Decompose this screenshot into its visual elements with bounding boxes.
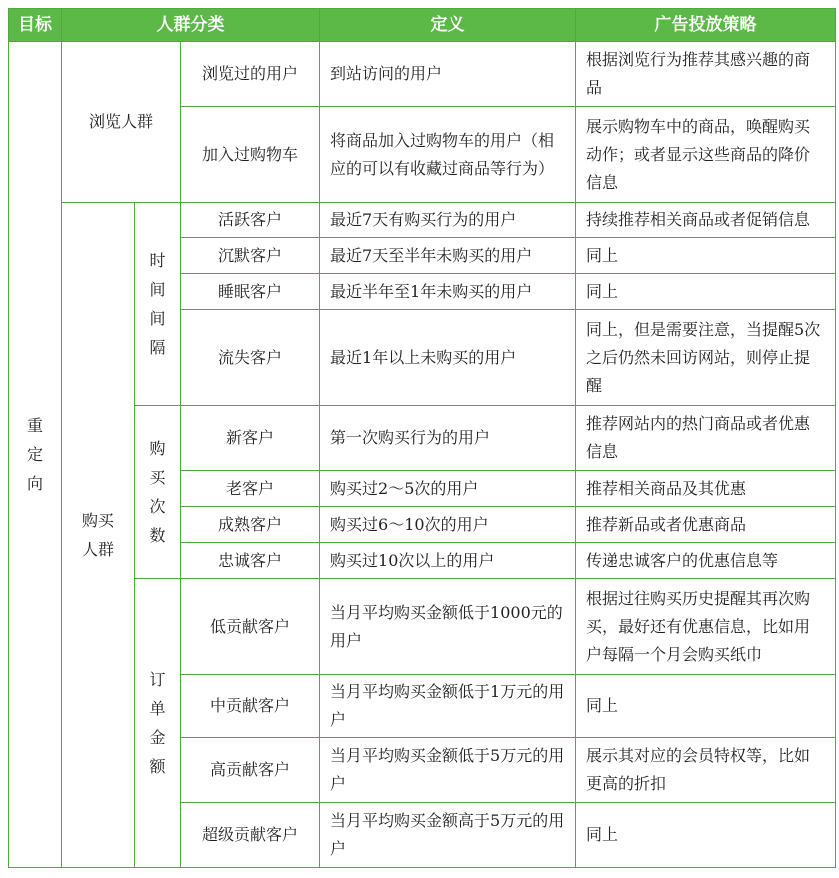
row-definition: 当月平均购买金额高于5万元的用户 [320,803,576,868]
subgroup-text: 订单金额 [149,670,166,776]
row-strategy: 同上 [576,803,836,868]
table-row [9,203,836,238]
row-strategy: 同上，但是需要注意，当提醒5次之后仍然未回访网站，则停止提醒 [576,310,836,406]
browse-group-label: 浏览人群 [62,42,181,203]
audience-strategy-table [8,8,836,868]
subgroup-label [135,203,181,406]
row-definition: 当月平均购买金额低于5万元的用户 [320,738,576,803]
table-row [9,42,836,107]
row-strategy: 持续推荐相关商品或者促销信息 [576,203,836,238]
row-definition: 将商品加入过购物车的用户（相应的可以有收藏过商品等行为） [320,107,576,203]
row-definition: 购买过10次以上的用户 [320,543,576,579]
row-strategy: 根据浏览行为推荐其感兴趣的商品 [576,42,836,107]
row-definition: 第一次购买行为的用户 [320,406,576,471]
purchase-group-text: 购买人群 [81,511,114,559]
row-strategy: 推荐相关商品及其优惠 [576,471,836,507]
subgroup-label [135,406,181,579]
subgroup-text: 时间间隔 [149,251,166,357]
purchase-group-label [62,203,135,868]
row-strategy: 同上 [576,675,836,738]
row-strategy: 展示购物车中的商品，唤醒购买动作；或者显示这些商品的降价信息 [576,107,836,203]
row-name: 高贡献客户 [181,738,320,803]
row-name: 成熟客户 [181,507,320,543]
target-cell [9,42,62,868]
subgroup-text: 购买次数 [149,439,166,545]
row-name: 流失客户 [181,310,320,406]
row-strategy: 传递忠诚客户的优惠信息等 [576,543,836,579]
row-strategy: 根据过往购买历史提醒其再次购买，最好还有优惠信息，比如用户每隔一个月会购买纸巾 [576,579,836,675]
row-definition: 最近7天有购买行为的用户 [320,203,576,238]
row-strategy: 推荐新品或者优惠商品 [576,507,836,543]
row-strategy: 推荐网站内的热门商品或者优惠信息 [576,406,836,471]
row-strategy: 同上 [576,274,836,310]
row-definition: 到站访问的用户 [320,42,576,107]
row-name: 超级贡献客户 [181,803,320,868]
row-name: 活跃客户 [181,203,320,238]
row-name: 沉默客户 [181,238,320,274]
header-strategy: 广告投放策略 [576,9,836,42]
row-definition: 当月平均购买金额低于1000元的用户 [320,579,576,675]
row-definition: 购买过2～5次的用户 [320,471,576,507]
subgroup-label [135,579,181,868]
header-definition: 定义 [320,9,576,42]
row-strategy: 同上 [576,238,836,274]
row-name: 老客户 [181,471,320,507]
row-definition: 购买过6～10次的用户 [320,507,576,543]
row-definition: 当月平均购买金额低于1万元的用户 [320,675,576,738]
row-definition: 最近1年以上未购买的用户 [320,310,576,406]
row-name: 低贡献客户 [181,579,320,675]
row-strategy: 展示其对应的会员特权等，比如更高的折扣 [576,738,836,803]
row-name: 中贡献客户 [181,675,320,738]
header-target: 目标 [9,9,62,42]
row-name: 加入过购物车 [181,107,320,203]
row-definition: 最近7天至半年未购买的用户 [320,238,576,274]
row-definition: 最近半年至1年未购买的用户 [320,274,576,310]
row-name: 浏览过的用户 [181,42,320,107]
row-name: 忠诚客户 [181,543,320,579]
row-name: 睡眠客户 [181,274,320,310]
row-name: 新客户 [181,406,320,471]
header-group: 人群分类 [62,9,320,42]
target-label: 重定向 [26,416,43,493]
table-header-row [9,9,836,42]
